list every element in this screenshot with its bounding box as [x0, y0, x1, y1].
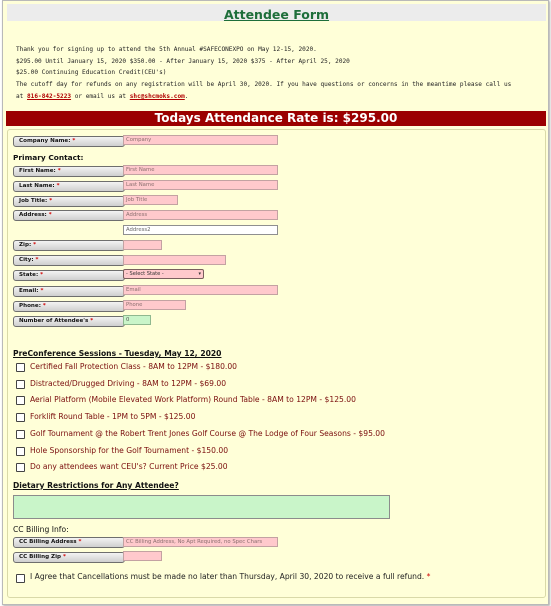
- city-input[interactable]: [123, 255, 226, 265]
- dietary-heading: Dietary Restrictions for Any Attendee?: [13, 481, 179, 490]
- company-name-input[interactable]: Company: [123, 135, 278, 145]
- billing-heading: CC Billing Info:: [13, 525, 69, 534]
- session-label-golf-tournament: Golf Tournament @ the Robert Trent Jones Golf Course @ The Lodge of Four Seasons - $95.00: [30, 429, 385, 438]
- session-label-hole-sponsorship: Hole Sponsorship for the Golf Tournament - $150.00: [30, 446, 229, 455]
- last-name-input[interactable]: Last Name: [123, 180, 278, 190]
- job-title-label-text: Job Title:: [19, 198, 48, 204]
- city-label: [13, 255, 125, 266]
- phone-label-text: Phone:: [19, 303, 41, 309]
- billing-address-input[interactable]: CC Billing Address, No Apt Required, no Spec Chars: [123, 537, 278, 547]
- state-select[interactable]: [123, 269, 204, 279]
- company-name-label-text: Company Name:: [19, 138, 71, 144]
- session-checkbox-aerial-platform[interactable]: [16, 396, 25, 405]
- session-checkbox-distracted-driving[interactable]: [16, 380, 25, 389]
- intro-line-5-mid: or email us at: [71, 92, 130, 100]
- email-label-text: Email:: [19, 288, 39, 294]
- intro-line-2: $295.00 Until January 15, 2020 $350.00 - After January 15, 2020 $375 - After April 25, 2020: [16, 57, 350, 65]
- city-label-text: City:: [19, 257, 34, 263]
- email-input[interactable]: Email: [123, 285, 278, 295]
- first-name-input[interactable]: First Name: [123, 165, 278, 175]
- intro-line-5: [16, 91, 546, 103]
- session-label-distracted-driving: Distracted/Drugged Driving - 8AM to 12PM - $69.00: [30, 379, 227, 388]
- address-label-text: Address:: [19, 212, 47, 218]
- agreement-checkbox[interactable]: [16, 574, 25, 583]
- company-name-label: [13, 136, 125, 147]
- job-title-input[interactable]: Job Title: [123, 195, 178, 205]
- billing-zip-label: [13, 552, 125, 563]
- zip-label: [13, 240, 125, 251]
- chevron-down-icon: ▾: [198, 271, 201, 277]
- attendees-label: [13, 316, 125, 327]
- state-label: [13, 270, 125, 281]
- session-checkbox-forklift[interactable]: [16, 413, 25, 422]
- last-name-label: [13, 181, 125, 192]
- preconference-heading: PreConference Sessions - Tuesday, May 12, 2020: [13, 349, 222, 358]
- email-link[interactable]: shc@shcmoks.com: [129, 92, 185, 100]
- required-mark: *: [90, 318, 94, 324]
- title-bar: [7, 4, 546, 21]
- session-checkbox-fall-protection[interactable]: [16, 363, 25, 372]
- session-label-fall-protection: Certified Fall Protection Class - 8AM to 12PM - $180.00: [30, 362, 237, 371]
- phone-link[interactable]: 816-842-5223: [27, 92, 72, 100]
- required-mark: *: [40, 272, 44, 278]
- session-label-ceu: Do any attendees want CEU's? Current Price $25.00: [30, 462, 228, 471]
- required-mark: *: [56, 183, 60, 189]
- required-mark: *: [48, 212, 52, 218]
- required-mark: *: [35, 257, 39, 263]
- attendees-label-text: Number of Attendee's: [19, 318, 89, 324]
- zip-label-text: Zip:: [19, 242, 32, 248]
- intro-line-3: $25.00 Continuing Education Credit(CEU's): [16, 69, 167, 77]
- intro-text: [16, 44, 546, 103]
- agreement-label: [30, 572, 430, 581]
- intro-line-1: Thank you for signing up to attend the 5th Annual #SAFECONEXPO on May 12-15, 2020.: [16, 46, 317, 53]
- address-input[interactable]: Address: [123, 210, 278, 220]
- billing-address-label: [13, 537, 125, 548]
- required-mark: *: [62, 554, 66, 560]
- session-checkbox-ceu[interactable]: [16, 463, 25, 472]
- required-mark: *: [49, 198, 53, 204]
- attendees-count-input[interactable]: 0: [123, 315, 151, 325]
- first-name-label-text: First Name:: [19, 168, 56, 174]
- required-mark: *: [78, 539, 82, 545]
- billing-zip-input[interactable]: [123, 551, 162, 561]
- first-name-label: [13, 166, 125, 177]
- state-select-value: - Select State -: [126, 271, 164, 277]
- required-mark: *: [33, 242, 37, 248]
- required-mark: *: [42, 303, 46, 309]
- session-label-aerial-platform: Aerial Platform (Mobile Elevated Work Platform) Round Table - 8AM to 12PM - $125.00: [30, 395, 356, 404]
- dietary-restrictions-textarea[interactable]: [13, 495, 390, 519]
- intro-line-5-prefix: at: [16, 92, 28, 100]
- intro-line-5-suffix: .: [184, 92, 189, 100]
- last-name-label-text: Last Name:: [19, 183, 55, 189]
- email-label: [13, 286, 125, 297]
- form-title: Attendee Form: [223, 7, 330, 22]
- phone-label: [13, 301, 125, 312]
- agreement-text: I Agree that Cancellations must be made no later than Thursday, April 30, 2020 to receive a full refund.: [30, 572, 425, 581]
- zip-input[interactable]: [123, 240, 162, 250]
- attendance-rate-banner: Todays Attendance Rate is: $295.00: [6, 111, 546, 126]
- required-mark: *: [40, 288, 44, 294]
- primary-contact-heading: Primary Contact:: [13, 153, 84, 162]
- intro-line-4: The cutoff day for refunds on any registration will be April 30, 2020. If you have questions or concerns in the meantime please call us: [16, 81, 512, 89]
- billing-zip-label-text: CC Billing Zip: [19, 554, 62, 560]
- required-mark: *: [57, 168, 61, 174]
- state-label-text: State:: [19, 272, 39, 278]
- address-label: [13, 210, 125, 221]
- session-checkbox-hole-sponsorship[interactable]: [16, 447, 25, 456]
- required-mark: *: [426, 572, 431, 581]
- billing-address-label-text: CC Billing Address: [19, 539, 77, 545]
- phone-input[interactable]: Phone: [123, 300, 186, 310]
- session-checkbox-golf-tournament[interactable]: [16, 430, 25, 439]
- job-title-label: [13, 196, 125, 207]
- address2-input[interactable]: Address2: [123, 225, 278, 235]
- session-label-forklift: Forklift Round Table - 1PM to 5PM - $125.00: [30, 412, 196, 421]
- required-mark: *: [72, 138, 76, 144]
